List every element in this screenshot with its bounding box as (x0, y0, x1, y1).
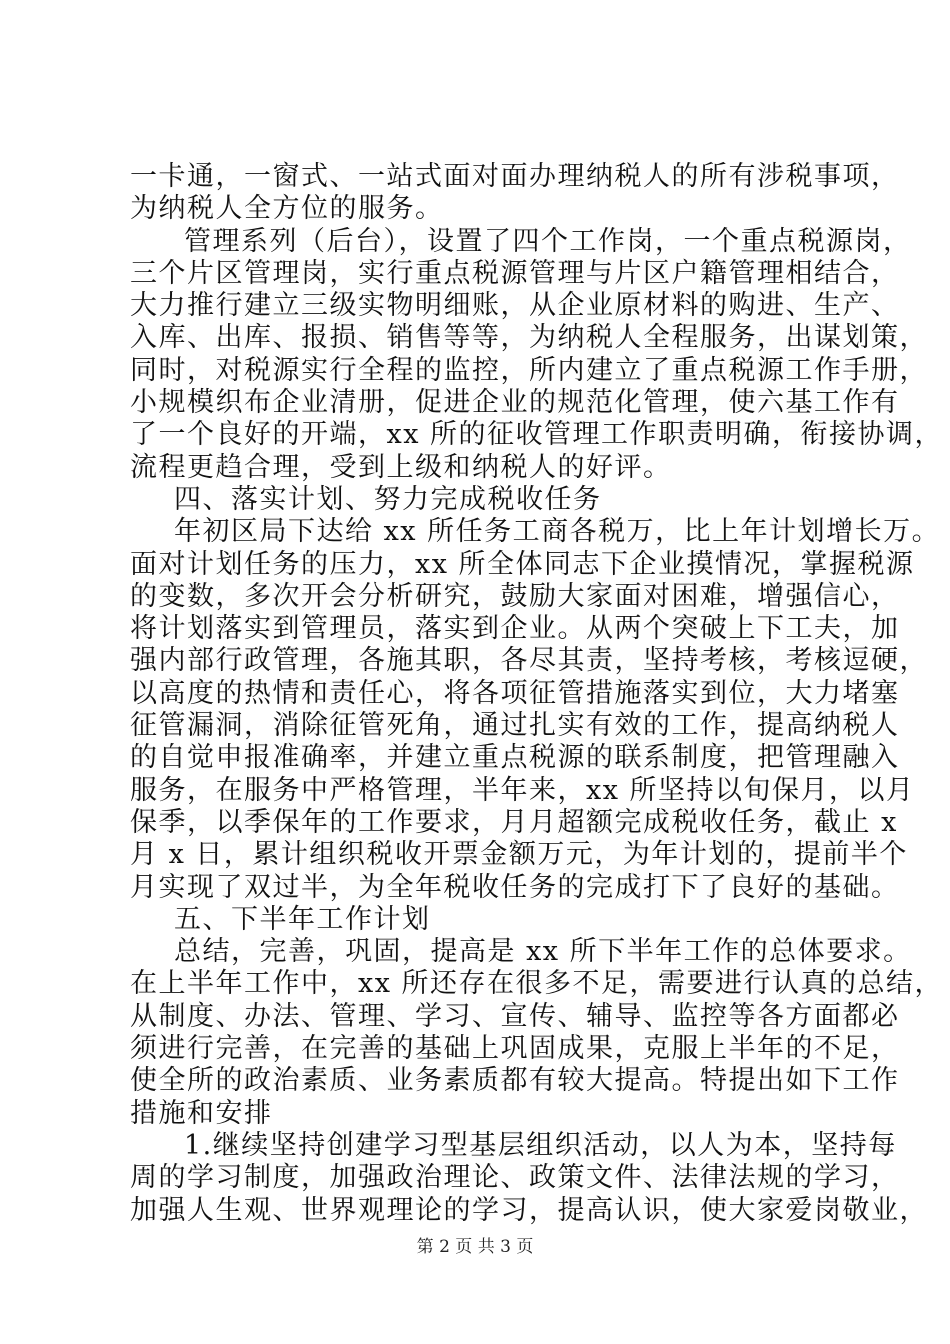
body-line: 服务，在服务中严格管理，半年来，xx 所坚持以旬保月，以月 (130, 774, 915, 806)
body-line: 措施和安排 (130, 1097, 273, 1129)
list-item-line: 1.继续坚持创建学习型基层组织活动，以人为本，坚持每 (184, 1129, 897, 1161)
body-line: 三个片区管理岗，实行重点税源管理与片区户籍管理相结合， (130, 257, 900, 289)
body-line: 入库、出库、报损、销售等等，为纳税人全程服务，出谋划策， (130, 322, 928, 354)
section-heading: 四、落实计划、努力完成税收任务 (174, 483, 602, 515)
body-line: 保季，以季保年的工作要求，月月超额完成税收任务，截止 x (130, 806, 898, 838)
body-line: 的变数，多次开会分析研究，鼓励大家面对困难，增强信心， (130, 580, 900, 612)
body-line: 大力推行建立三级实物明细账，从企业原材料的购进、生产、 (130, 290, 900, 322)
page-number: 第 2 页 共 3 页 (416, 1237, 534, 1257)
body-line: 流程更趋合理，受到上级和纳税人的好评。 (130, 451, 672, 483)
body-line: 一卡通，一窗式、一站式面对面办理纳税人的所有涉税事项， (130, 161, 900, 192)
body-line: 小规模织布企业清册，促进企业的规范化管理，使六基工作有 (130, 387, 900, 419)
body-line: 面对计划任务的压力，xx 所全体同志下企业摸情况，掌握税源 (130, 548, 915, 580)
body-line: 了一个良好的开端，xx 所的征收管理工作职责明确，衔接协调， (130, 419, 944, 451)
body-line: 周的学习制度，加强政治理论、政策文件、法律法规的学习， (130, 1162, 900, 1194)
paragraph-start-line: 年初区局下达给 xx 所任务工商各税万，比上年计划增长万。 (174, 516, 941, 548)
paragraph-start-line: 总结，完善，巩固，提高是 xx 所下半年工作的总体要求。 (174, 936, 912, 968)
body-line: 同时，对税源实行全程的监控，所内建立了重点税源工作手册， (130, 354, 928, 386)
body-line: 的自觉申报准确率，并建立重点税源的联系制度，把管理融入 (130, 742, 900, 774)
section-heading: 五、下半年工作计划 (174, 903, 431, 935)
body-line: 从制度、办法、管理、学习、宣传、辅导、监控等各方面都必 (130, 1000, 900, 1032)
body-line: 月 x 日，累计组织税收开票金额万元，为年计划的，提前半个 (130, 839, 908, 871)
body-line: 以高度的热情和责任心，将各项征管措施落实到位，大力堵塞 (130, 677, 900, 709)
body-line: 使全所的政治素质、业务素质都有较大提高。特提出如下工作 (130, 1065, 900, 1097)
document-body (130, 161, 944, 1227)
body-line: 加强人生观、世界观理论的学习，提高认识，使大家爱岗敬业， (130, 1194, 928, 1226)
body-line: 须进行完善，在完善的基础上巩固成果，克服上半年的不足， (130, 1033, 900, 1065)
paragraph-start-line: 管理系列（后台），设置了四个工作岗，一个重点税源岗， (184, 225, 912, 257)
body-line: 征管漏洞，消除征管死角，通过扎实有效的工作，提高纳税人 (130, 710, 900, 742)
body-line: 在上半年工作中，xx 所还存在很多不足，需要进行认真的总结， (130, 968, 944, 1000)
page-footer (0, 1232, 950, 1257)
body-line: 将计划落实到管理员，落实到企业。从两个突破上下工夫，加 (130, 613, 900, 645)
body-line: 为纳税人全方位的服务。 (130, 193, 444, 225)
body-line: 月实现了双过半，为全年税收任务的完成打下了良好的基础。 (130, 871, 900, 903)
body-line: 强内部行政管理，各施其职，各尽其责，坚持考核，考核逗硬， (130, 645, 928, 677)
